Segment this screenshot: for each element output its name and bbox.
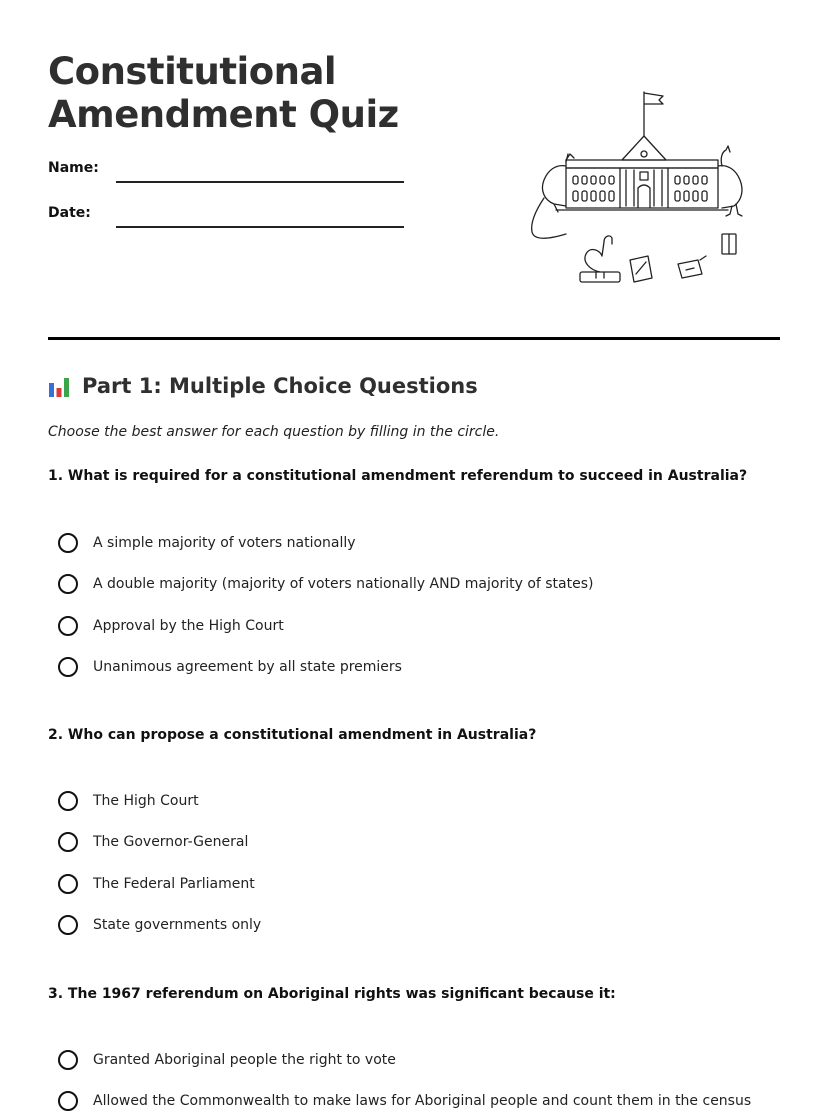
radio-circle[interactable] — [58, 874, 78, 894]
q1-option-1[interactable] — [58, 533, 356, 553]
option-label: A double majority (majority of voters nationally AND majority of states) — [93, 576, 594, 592]
question-2: 2. Who can propose a constitutional amendment in Australia? — [48, 727, 537, 743]
radio-circle[interactable] — [58, 657, 78, 677]
q2-option-3[interactable] — [58, 874, 255, 894]
name-field[interactable] — [48, 160, 99, 176]
option-label: State governments only — [93, 917, 262, 933]
parliament-illustration-icon — [526, 88, 758, 288]
radio-circle[interactable] — [58, 1050, 78, 1070]
name-label: Name: — [48, 160, 99, 176]
option-label: Allowed the Commonwealth to make laws for Aboriginal people and count them in the census — [93, 1093, 752, 1109]
q2-option-2[interactable] — [58, 832, 248, 852]
section-divider — [48, 337, 780, 340]
q1-option-2[interactable] — [58, 574, 594, 594]
radio-circle[interactable] — [58, 533, 78, 553]
radio-circle[interactable] — [58, 1091, 78, 1111]
q1-option-4[interactable] — [58, 657, 402, 677]
date-label: Date: — [48, 205, 91, 221]
option-label: Unanimous agreement by all state premiers — [93, 659, 402, 675]
option-label: The Governor-General — [93, 834, 249, 850]
radio-circle[interactable] — [58, 791, 78, 811]
radio-circle[interactable] — [58, 616, 78, 636]
radio-circle[interactable] — [58, 832, 78, 852]
option-label: The Federal Parliament — [93, 876, 255, 892]
option-label: A simple majority of voters nationally — [93, 535, 356, 551]
radio-circle[interactable] — [58, 915, 78, 935]
q1-option-3[interactable] — [58, 616, 284, 636]
part1-heading-text: Part 1: Multiple Choice Questions — [82, 374, 478, 398]
quiz-title-line-2: Amendment Quiz — [48, 93, 399, 136]
q2-option-1[interactable] — [58, 791, 199, 811]
option-label: The High Court — [93, 793, 199, 809]
part1-instruction: Choose the best answer for each question by filling in the circle. — [48, 424, 500, 440]
quiz-title-line-1: Constitutional — [48, 50, 337, 93]
bar-chart-icon — [48, 375, 70, 397]
date-field[interactable] — [48, 205, 91, 221]
option-label: Granted Aboriginal people the right to vote — [93, 1052, 396, 1068]
question-3: 3. The 1967 referendum on Aboriginal rights was significant because it: — [48, 986, 616, 1002]
radio-circle[interactable] — [58, 574, 78, 594]
option-label: Approval by the High Court — [93, 618, 284, 634]
q2-option-4[interactable] — [58, 915, 261, 935]
date-write-line[interactable] — [116, 226, 404, 228]
question-1: 1. What is required for a constitutional amendment referendum to succeed in Australia? — [48, 468, 748, 484]
q3-option-1[interactable] — [58, 1050, 396, 1070]
name-write-line[interactable] — [116, 181, 404, 183]
q3-option-2[interactable] — [58, 1091, 751, 1111]
part1-heading — [48, 374, 478, 398]
quiz-title — [48, 50, 399, 136]
